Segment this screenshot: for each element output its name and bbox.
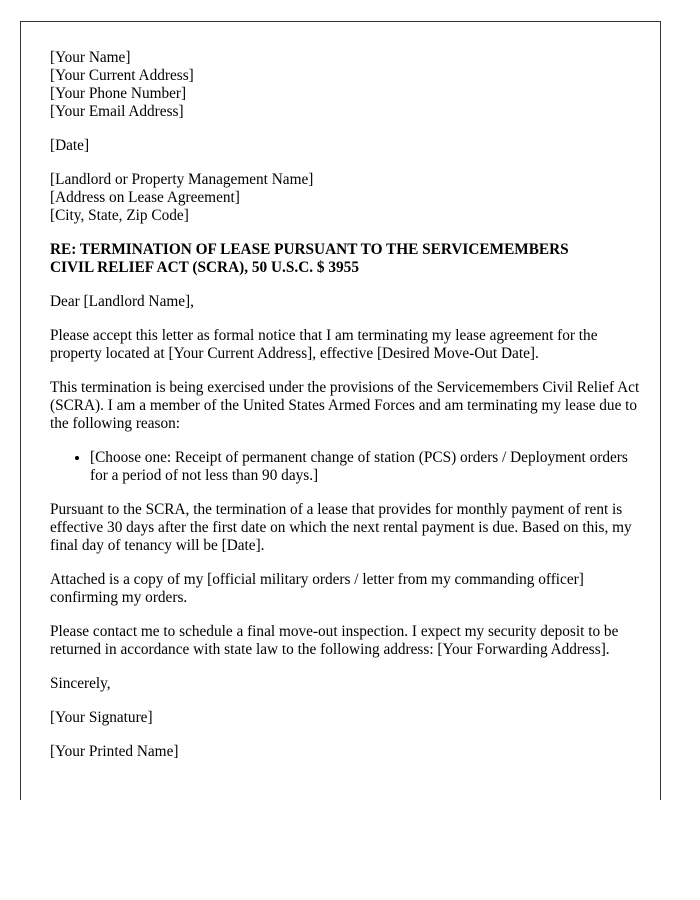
paragraph-attachment: Attached is a copy of my [official military orders / letter from my commanding officer] confirming my orders. — [50, 571, 584, 606]
salutation: Dear [Landlord Name], — [50, 293, 194, 310]
recipient-name: [Landlord or Property Management Name] — [50, 171, 314, 188]
printed-name: [Your Printed Name] — [50, 743, 179, 760]
recipient-block — [50, 171, 642, 225]
sender-email: [Your Email Address] — [50, 103, 184, 120]
letter-body — [50, 49, 642, 777]
paragraph-scra-provisions: This termination is being exercised under the provisions of the Servicemembers Civil Relief Act (SCRA). I am a member of the United States Armed Forces and am terminating my lease due to the following reason: — [50, 379, 640, 432]
date-line: [Date] — [50, 137, 90, 154]
letter-page — [20, 21, 661, 800]
paragraph-notice: Please accept this letter as formal notice that I am terminating my lease agreement for the property located at [Your Current Address], effective [Desired Move-Out Date]. — [50, 327, 598, 362]
reason-list-item: • [Choose one: Receipt of permanent change of station (PCS) orders / Deployment orders for a period of not less than 90 days.] — [90, 449, 642, 485]
recipient-city-state-zip: [City, State, Zip Code] — [50, 207, 189, 224]
signature-placeholder: [Your Signature] — [50, 709, 153, 726]
paragraph-effective-date: Pursuant to the SCRA, the termination of a lease that provides for monthly payment of rent is effective 30 days after the first date on which the next rental payment is due. Based on this, my final day of tenancy will be [Date]. — [50, 501, 632, 554]
subject-line-1: RE: TERMINATION OF LEASE PURSUANT TO THE SERVICEMEMBERS — [50, 241, 569, 258]
paragraph-inspection-deposit: Please contact me to schedule a final move-out inspection. I expect my security deposit to be returned in accordance with state law to the following address: [Your Forwarding Address]. — [50, 623, 619, 658]
subject-line-2: CIVIL RELIEF ACT (SCRA), 50 U.S.C. $ 3955 — [50, 259, 359, 276]
reason-list — [50, 449, 642, 485]
sender-phone: [Your Phone Number] — [50, 85, 187, 102]
recipient-address: [Address on Lease Agreement] — [50, 189, 240, 206]
closing: Sincerely, — [50, 675, 111, 692]
sender-name: [Your Name] — [50, 49, 131, 66]
sender-address: [Your Current Address] — [50, 67, 194, 84]
sender-block — [50, 49, 642, 121]
subject-line — [50, 241, 642, 277]
